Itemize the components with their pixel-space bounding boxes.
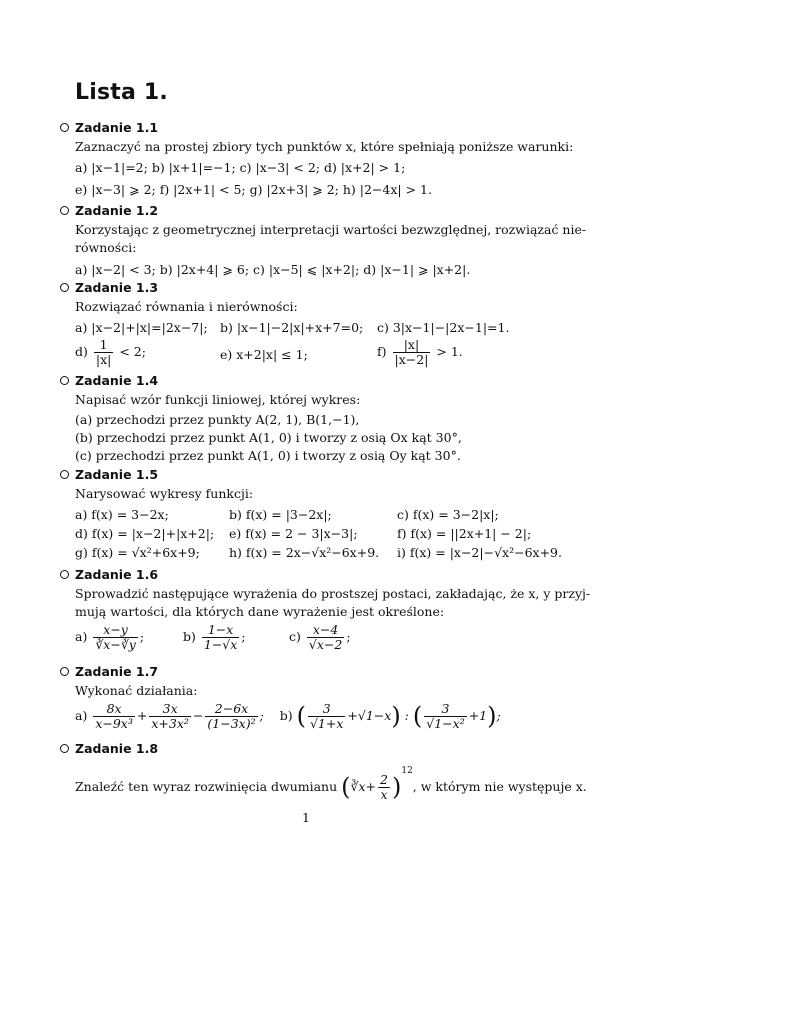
task-line: (a) przechodzi przez punkty A(2, 1), B(1,−1),: [75, 412, 360, 427]
circle-bullet-icon: [60, 206, 69, 215]
task-1-1: [60, 120, 760, 199]
task-1-7: [60, 664, 760, 742]
circle-bullet-icon: [60, 744, 69, 753]
task-row: [75, 525, 760, 544]
task-row: [75, 506, 760, 525]
task-body: [75, 138, 760, 199]
item-b: b) f(x) = |3−2x|;: [229, 507, 332, 522]
task-text: Znaleźć ten wyraz rozwinięcia dwumianu: [75, 779, 338, 794]
item-f: f) f(x) = ||2x+1| − 2|;: [397, 526, 532, 541]
task-title: Zadanie 1.4: [75, 373, 159, 388]
item-e: e) x+2|x| ≤ 1;: [220, 347, 308, 362]
task-title: Zadanie 1.2: [75, 203, 159, 218]
task-header: [60, 120, 760, 138]
task-intro: Sprowadzić następujące wyrażenia do prostszej postaci, zakładając, że x, y przyj-: [75, 586, 591, 601]
task-line: Znaleźć ten wyraz rozwinięcia dwumianu (∛x+ $\frac{2}{x}$ )$^{12}$, w którym nie występuje x.: [75, 766, 587, 802]
task-line: a) |x−2| < 3; b) |2x+4| ⩾ 6; c) |x−5| ⩽ |x+2|; d) |x−1| ⩾ |x+2|.: [75, 262, 471, 277]
task-row: [75, 623, 760, 663]
task-intro: równości:: [75, 240, 137, 255]
task-line: (b) przechodzi przez punkt A(1, 0) i tworzy z osią Ox kąt 30°,: [75, 430, 462, 445]
task-header: [60, 373, 760, 391]
item-b: b) |x−1|−2|x|+x+7=0;: [220, 320, 364, 335]
task-body: [75, 391, 760, 465]
task-header: [60, 280, 760, 298]
item-c: c) f(x) = 3−2|x|;: [397, 507, 499, 522]
task-1-3: [60, 280, 760, 372]
task-header: [60, 664, 760, 682]
task-title: Zadanie 1.1: [75, 120, 159, 135]
item-e: e) f(x) = 2 − 3|x−3|;: [229, 526, 358, 541]
task-body: [75, 763, 760, 807]
task-intro: Korzystając z geometrycznej interpretacji wartości bezwzględnej, rozwiązać nie-: [75, 222, 587, 237]
item-b: b) $\frac{1-x}{1-√x}$ ;: [183, 622, 246, 652]
fraction: $\frac{3}{√1+x}$: [309, 701, 344, 731]
item-i: i) f(x) = |x−2|−√x²−6x+9.: [397, 545, 562, 560]
fraction: $\frac{3}{\text{√1−x²}}$: [426, 701, 465, 731]
task-body: [75, 221, 760, 279]
exponent: 12: [401, 766, 413, 776]
item-c: c) $\frac{x-4}{√x-2}$ ;: [289, 622, 351, 652]
task-title: Zadanie 1.3: [75, 280, 159, 295]
task-line: e) |x−3| ⩾ 2; f) |2x+1| < 5; g) |2x+3| ⩾ 2; h) |2−4x| > 1.: [75, 182, 432, 197]
item-h: h) f(x) = 2x−√x²−6x+9.: [229, 545, 380, 560]
fraction: $\frac{8x}{\text{x−9x³}}$: [95, 701, 133, 731]
task-intro: Wykonać działania:: [75, 683, 198, 698]
task-body: [75, 298, 760, 372]
circle-bullet-icon: [60, 470, 69, 479]
task-row: [75, 319, 760, 338]
fraction: $\frac{|x|}{|x-2|}$: [394, 337, 429, 367]
fraction: $\frac{1}{|x|}$: [95, 337, 112, 367]
fraction: $\frac{x-y}{∛x-∛y}$: [95, 622, 136, 652]
item-d: d) $\frac{1}{|x|}$ < 2;: [75, 337, 146, 367]
task-title: Zadanie 1.8: [75, 741, 159, 756]
task-header: [60, 467, 760, 485]
task-line: (c) przechodzi przez punkt A(1, 0) i tworzy z osią Oy kąt 30°.: [75, 448, 461, 463]
task-line: a) |x−1|=2; b) |x+1|=−1; c) |x−3| < 2; d) |x+2| > 1;: [75, 160, 406, 175]
task-title: Zadanie 1.5: [75, 467, 159, 482]
fraction: $\frac{x-4}{√x-2}$: [308, 622, 343, 652]
item-d: d) f(x) = |x−2|+|x+2|;: [75, 526, 215, 541]
circle-bullet-icon: [60, 667, 69, 676]
item-a: a) $\frac{x-y}{∛x-∛y}$ ;: [75, 622, 145, 652]
task-intro: Narysować wykresy funkcji:: [75, 486, 254, 501]
task-intro: Zaznaczyć na prostej zbiory tych punktów x, które spełniają poniższe warunki:: [75, 139, 574, 154]
task-title: Zadanie 1.7: [75, 664, 159, 679]
item-f: f) $\frac{|x|}{|x-2|}$ > 1.: [377, 337, 463, 367]
circle-bullet-icon: [60, 283, 69, 292]
task-body: [75, 585, 760, 663]
task-intro: Rozwiązać równania i nierówności:: [75, 299, 298, 314]
item-c: c) 3|x−1|−|2x−1|=1.: [377, 320, 510, 335]
fraction: $\frac{1-x}{1-√x}$: [203, 622, 238, 652]
page-number: 1: [302, 810, 310, 825]
task-intro: mują wartości, dla których dane wyrażenie jest określone:: [75, 604, 445, 619]
task-header: [60, 203, 760, 221]
item-g: g) f(x) = √x²+6x+9;: [75, 545, 200, 560]
task-1-4: [60, 373, 760, 465]
task-body: [75, 682, 760, 742]
task-row: [75, 338, 760, 372]
task-body: [75, 485, 760, 563]
circle-bullet-icon: [60, 376, 69, 385]
task-1-6: [60, 567, 760, 663]
task-1-8: [60, 741, 760, 807]
circle-bullet-icon: [60, 123, 69, 132]
task-1-5: [60, 467, 760, 563]
item-a: a) f(x) = 3−2x;: [75, 507, 169, 522]
item-a: a) |x−2|+|x|=|2x−7|;: [75, 320, 208, 335]
task-header: [60, 741, 760, 759]
task-title: Zadanie 1.6: [75, 567, 159, 582]
fraction: $\frac{2-6x}{\text{(1−3x)²}}$: [207, 701, 256, 731]
task-row: [75, 544, 760, 563]
task-text: , w którym nie występuje x.: [412, 779, 587, 794]
fraction: $\frac{3x}{\text{x+3x²}}$: [151, 701, 189, 731]
task-header: [60, 567, 760, 585]
task-intro: Napisać wzór funkcji liniowej, której wykres:: [75, 392, 361, 407]
fraction: $\frac{2}{x}$: [380, 772, 388, 802]
page-title: Lista 1.: [75, 80, 168, 105]
circle-bullet-icon: [60, 570, 69, 579]
task-1-2: [60, 203, 760, 279]
task-row: a) $\frac{8x}{\text{x−9x³}}$ + $\frac{3x}{\text{x+3x²}}$ − $\frac{2-6x}{\text{(1−3x)²}}$ ; b) ( $\frac{3}{√1+x}$ +√1−x) : ( $\frac{3}{\text{√1−x²}}$ +1);: [75, 701, 501, 731]
